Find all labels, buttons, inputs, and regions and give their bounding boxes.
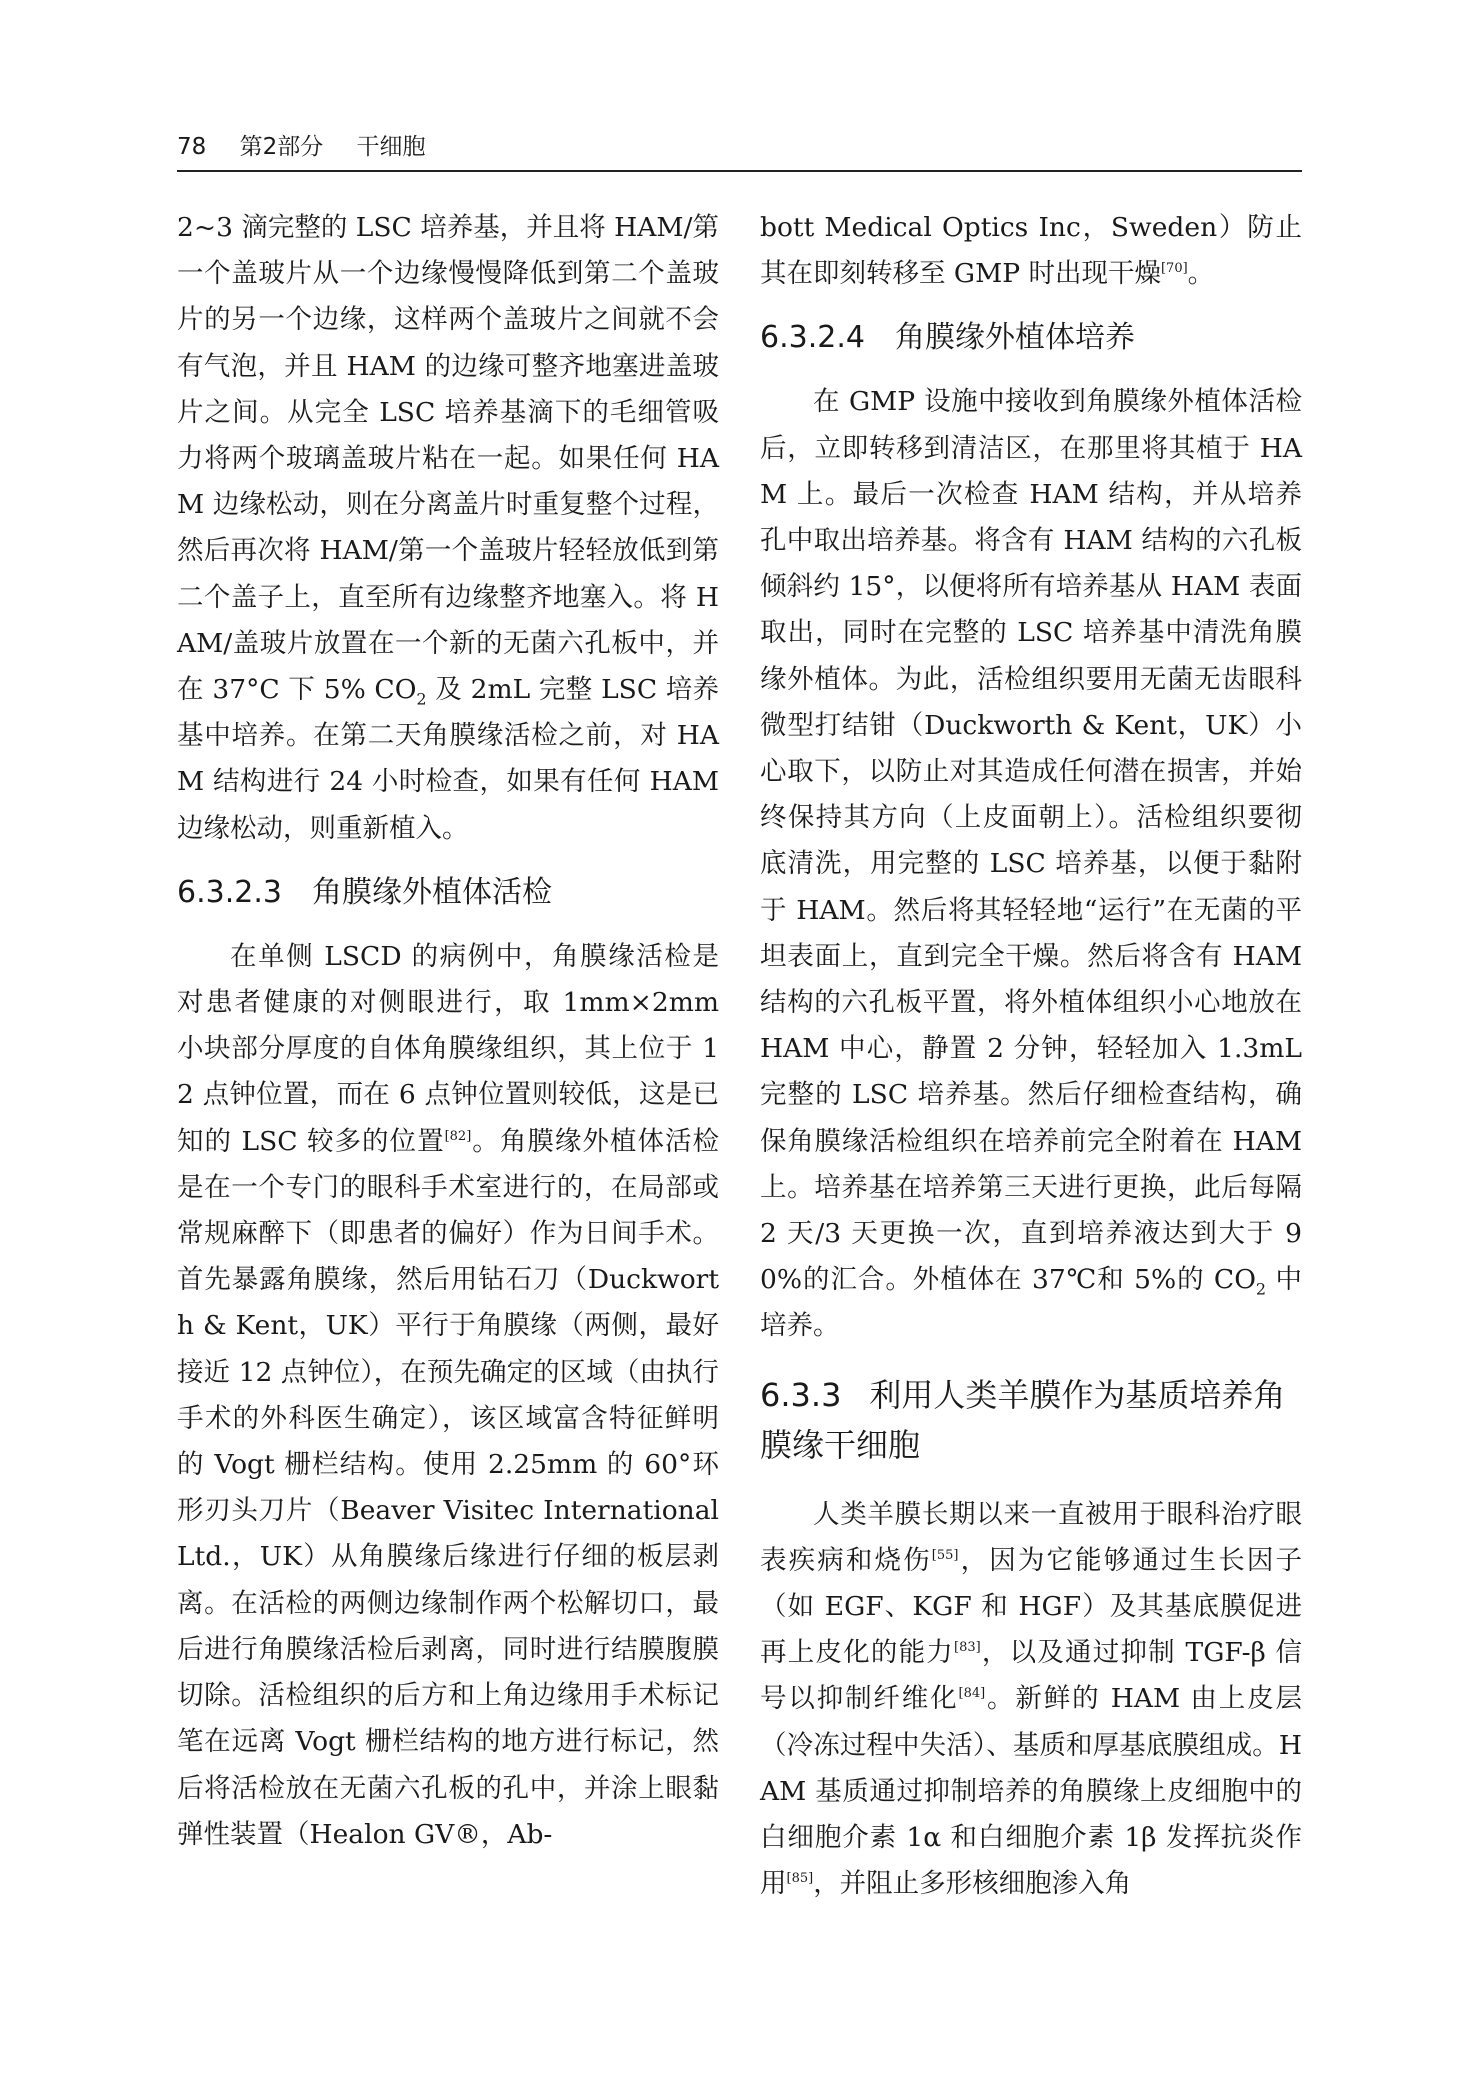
citation: [83] xyxy=(954,1640,981,1656)
section-heading-6-3-2-3 xyxy=(177,870,719,916)
section-heading-6-3-3 xyxy=(760,1370,1302,1470)
citation: [85] xyxy=(786,1871,814,1887)
left-column xyxy=(177,205,719,1858)
citation: [84] xyxy=(958,1686,986,1702)
right-column xyxy=(760,205,1302,1908)
section-number: 6.3.2.3 xyxy=(177,874,282,910)
paragraph: 在单侧 LSCD 的病例中，角膜缘活检是对患者健康的对侧眼进行，取 1mm×2mm 小块部分厚度的自体角膜缘组织，其上位于 12 点钟位置，而在 6 点钟位置则较低，这是已知的 LSC 较多的位置[82]。角膜缘外植体活检是在一个专门的眼科手术室进行的，在局部或常规麻醉下（即患者的偏好）作为日间手术。首先暴露角膜缘，然后用钻石刀（Duckworth & Kent，UK）平行于角膜缘（两侧，最好接近 12 点钟位），在预先确定的区域（由执行手术的外科医生确定），该区域富含特征鲜明的 Vogt 栅栏结构。使用 2.25mm 的 60°环形刃头刀片（Beaver Visitec International Ltd.，UK）从角膜缘后缘进行仔细的板层剥离。在活检的两侧边缘制作两个松解切口，最后进行角膜缘活检后剥离，同时进行结膜腹膜切除。活检组织的后方和上角边缘用手术标记笔在远离 Vogt 栅栏结构的地方进行标记，然后将活检放在无菌六孔板的孔中，并涂上眼黏弹性装置（Healon GV®，Ab- xyxy=(177,940,719,1850)
section-number: 6.3.3 xyxy=(760,1375,842,1414)
page-number: 78 xyxy=(177,134,207,160)
section-heading-6-3-2-4 xyxy=(760,315,1302,361)
section-title: 角膜缘外植体培养 xyxy=(894,320,1135,356)
chapter-title: 干细胞 xyxy=(356,134,426,160)
paragraph: 在 GMP 设施中接收到角膜缘外植体活检后，立即转移到清洁区，在那里将其植于 HAM 上。最后一次检查 HAM 结构，并从培养孔中取出培养基。将含有 HAM 结构的六孔板倾斜约 15°，以便将所有培养基从 HAM 表面取出，同时在完整的 LSC 培养基中清洗角膜缘外植体。为此，活检组织要用无菌无齿眼科微型打结钳（Duckworth & Kent，UK）小心取下，以防止对其造成任何潜在损害，并始终保持其方向（上皮面朝上）。活检组织要彻底清洗，用完整的 LSC 培养基，以便于黏附于 HAM。然后将其轻轻地“运行”在无菌的平坦表面上，直到完全干燥。然后将含有 HAM 结构的六孔板平置，将外植体组织小心地放在 HAM 中心，静置 2 分钟，轻轻加入 1.3mL 完整的 LSC 培养基。然后仔细检查结构，确保角膜缘活检组织在培养前完全附着在 HAM 上。培养基在培养第三天进行更换，此后每隔 2 天/3 天更换一次，直到培养液达到大于 90%的汇合。外植体在 37℃和 5%的 $CO_2$ 中培养。 xyxy=(760,386,1302,1342)
paragraph: bott Medical Optics Inc，Sweden）防止其在即刻转移至 GMP 时出现干燥[70]。 xyxy=(760,212,1302,290)
paragraph: 2~3 滴完整的 LSC 培养基，并且将 HAM/第一个盖玻片从一个边缘慢慢降低到第二个盖玻片的另一个边缘，这样两个盖玻片之间就不会有气泡，并且 HAM 的边缘可整齐地塞进盖玻片之间。从完全 LSC 培养基滴下的毛细管吸力将两个玻璃盖玻片粘在一起。如果任何 HAM 边缘松动，则在分离盖片时重复整个过程，然后再次将 HAM/第一个盖玻片轻轻放低到第二个盖子上，直至所有边缘整齐地塞入。将 HAM/盖玻片放置在一个新的无菌六孔板中，并在 37°C 下 5% $CO_2$ 及 2mL 完整 LSC 培养基中培养。在第二天角膜缘活检之前，对 HAM 结构进行 24 小时检查，如果有任何 HAM 边缘松动，则重新植入。 xyxy=(177,212,719,844)
running-header xyxy=(177,130,1302,172)
citation: [70] xyxy=(1160,261,1188,277)
part-label: 第2部分 xyxy=(239,134,324,160)
paragraph: 人类羊膜长期以来一直被用于眼科治疗眼表疾病和烧伤[55]，因为它能够通过生长因子（如 EGF、KGF 和 HGF）及其基底膜促进再上皮化的能力[83]，以及通过抑制 TGF-β 信号以抑制纤维化[84]。新鲜的 HAM 由上皮层（冷冻过程中失活）、基质和厚基底膜组成。HAM 基质通过抑制培养的角膜缘上皮细胞中的白细胞介素 1α 和白细胞介素 1β 发挥抗炎作用[85]，并阻止多形核细胞渗入角 xyxy=(760,1498,1303,1900)
section-title: 角膜缘外植体活检 xyxy=(311,874,552,910)
section-number: 6.3.2.4 xyxy=(760,320,865,356)
citation: [82] xyxy=(444,1128,472,1144)
section-title: 利用人类羊膜作为基质培养角膜缘干细胞 xyxy=(760,1375,1286,1464)
citation: [55] xyxy=(931,1548,959,1564)
